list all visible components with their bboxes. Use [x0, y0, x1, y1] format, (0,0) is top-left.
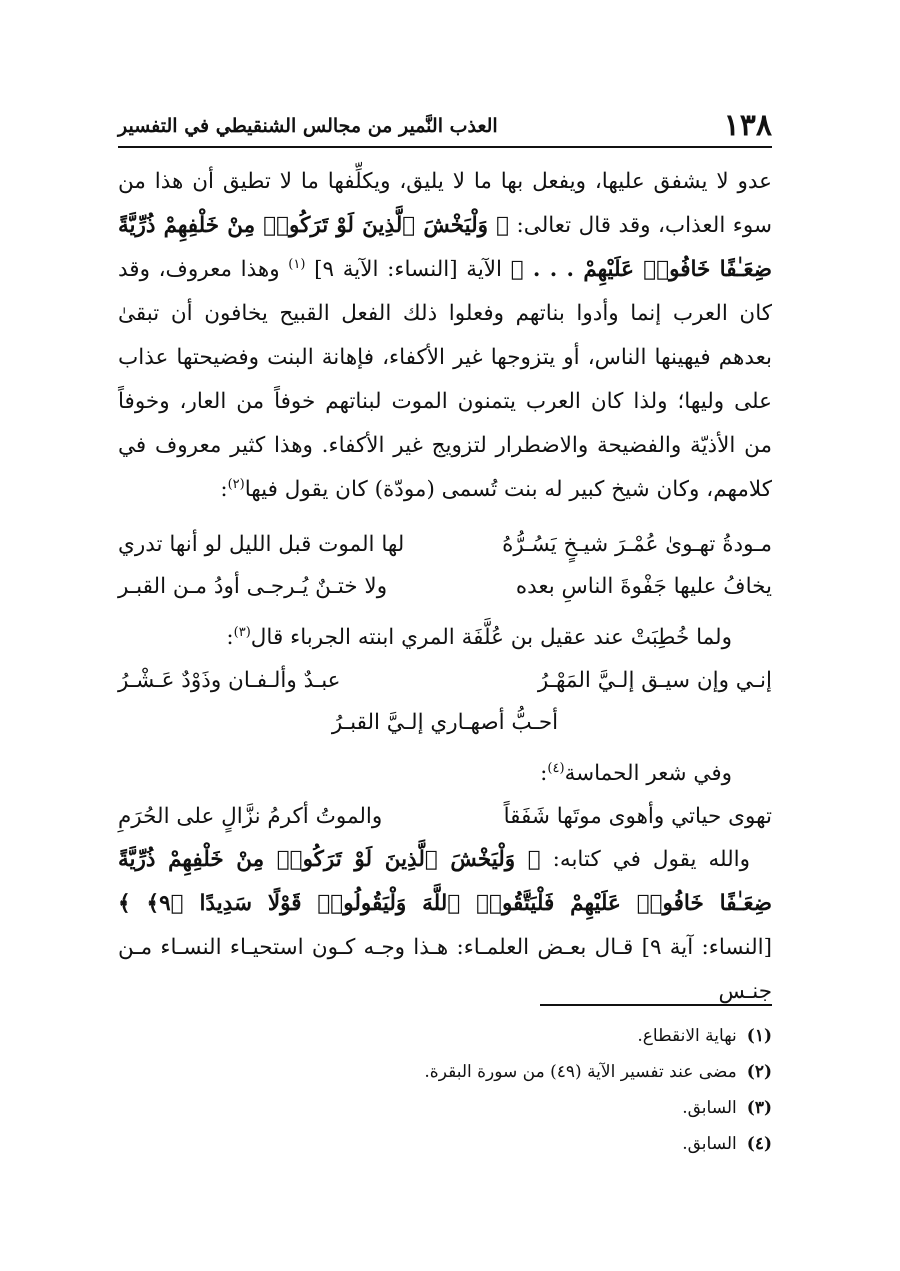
paragraph-1 [118, 160, 772, 512]
footnote-separator [540, 1004, 772, 1006]
poem-1-line-2-first-hemistich: يخافُ عليها جَفْوةَ الناسِ بعده [515, 574, 772, 599]
intro-line-2 [118, 616, 772, 660]
intro-line-3-text: وفي شعر الحماسة [564, 761, 732, 786]
poem-2-first-hemistich: إنـي وإن سيـق إلـيَّ المَهْـرُ [537, 668, 772, 693]
poem-2-line-2 [118, 702, 772, 744]
footnote-ref-2[interactable]: (٢) [227, 476, 245, 492]
paragraph-1-colon: : [220, 477, 228, 502]
poem-3-second-hemistich: والموتُ أكرمُ نزَّالٍ على الحُرَمِ [118, 804, 383, 829]
paragraph-1-text-a: عدو لا يشفق عليها، ويفعل بها ما لا يليق، ويكلِّفها ما لا تطيق أن هذا من سوء العذاب، وقد قال تعالى: [118, 169, 772, 238]
paragraph-1-text-c: وهذا معروف، وقد كان العرب إنما وأدوا بناتهم وفعلوا ذلك الفعل القبيح يخافون أن تبقىٰ بعدهم فيهينها الناس، أو يتزوجها غير الأكفاء، فإهانة البنت وفضيحتها عذاب على وليها؛ ولذا كان العرب يتمنون الموت لبناتهم خوفاً من العار، وخوفاً من الأذيّة والفضيحة والاضطرار لتزويج غير الأكفاء. وهذا كثير معروف في كلامهم، وكان شيخ كبير له بنت تُسمى (مودّة) كان يقول فيها [118, 257, 772, 502]
paragraph-2 [118, 838, 772, 1014]
footnote-4-number: (٤) [746, 1134, 772, 1154]
poem-1-line-1-second-hemistich: لها الموت قبل الليل لو أنها تدري [118, 532, 405, 557]
footnote-1 [118, 1018, 772, 1054]
footnote-ref-1[interactable]: (١) [288, 256, 306, 272]
intro-line-3-colon: : [540, 761, 548, 786]
footnote-3 [118, 1090, 772, 1126]
footnote-ref-4[interactable]: (٤) [547, 760, 565, 776]
poem-1-line-1 [118, 524, 772, 566]
footnote-1-text: نهاية الانقطاع. [637, 1026, 737, 1046]
footnote-ref-3[interactable]: (٣) [233, 624, 251, 640]
footnote-3-text: السابق. [682, 1098, 737, 1118]
intro-line-3 [118, 752, 772, 796]
poem-1-line-2-second-hemistich: ولا ختـنٌ يُـرجـى أودُ مـن القبـر [118, 574, 388, 599]
paragraph-2-text-a: والله يقول في كتابه: [540, 847, 751, 872]
footnote-4-text: السابق. [682, 1134, 737, 1154]
poem-2-line-1 [118, 660, 772, 702]
intro-line-2-text: ولما خُطِبَتْ عند عقيل بن عُلَّفَة المري ابنته الجرباء قال [250, 625, 732, 650]
page-header [118, 100, 772, 148]
main-text [118, 160, 772, 1014]
poem-3-first-hemistich: تهوى حياتي وأهوى موتَها شَفَقاً [503, 804, 772, 829]
footnotes [118, 1018, 772, 1162]
running-title: العذب النَّمير من مجالس الشنقيطي في التفسير [118, 115, 498, 137]
quran-quote-1: ﴿ وَلْيَخْشَ ٱلَّذِينَ لَوْ تَرَكُوا۟ مِنْ خَلْفِهِمْ ذُرِّيَّةً ضِعَـٰفًا خَافُوا۟ عَلَيْهِمْ . . . ﴾ [118, 213, 772, 282]
page-number: ١٣٨ [723, 108, 772, 143]
quran-quote-2: ﴿ وَلْيَخْشَ ٱلَّذِينَ لَوْ تَرَكُوا۟ مِنْ خَلْفِهِمْ ذُرِّيَّةً ضِعَـٰفًا خَافُوا۟ عَلَيْهِمْ فَلْيَتَّقُوا۟ ٱللَّهَ وَلْيَقُولُوا۟ قَوْلًا سَدِيدًا ﴿٩﴾ ﴾ [118, 847, 772, 916]
footnote-2-text: مضى عند تفسير الآية (٤٩) من سورة البقرة. [424, 1062, 737, 1082]
paragraph-1-text-b: الآية [النساء: الآية ٩] [305, 257, 511, 282]
footnote-1-number: (١) [746, 1026, 772, 1046]
footnote-2 [118, 1054, 772, 1090]
footnote-4 [118, 1126, 772, 1162]
paragraph-2-text-b: [النساء: آية ٩] قـال بعـض العلمـاء: هـذا وجـه كـون استحيـاء النسـاء مـن جنـس [118, 935, 772, 1004]
poem-1-line-1-first-hemistich: مـودةُ تهـوىٰ عُمْـرَ شيـخٍ يَسُـرُّهُ [502, 532, 772, 557]
footnote-2-number: (٢) [746, 1062, 772, 1082]
poem-1-line-2 [118, 566, 772, 608]
footnote-3-number: (٣) [746, 1098, 772, 1118]
poem-2-second-hemistich: عبـدٌ وألـفـان وذَوْدٌ عَـشْـرُ [118, 668, 341, 693]
poem-3-line-1 [118, 796, 772, 838]
poem-2-third-hemistich: أحـبُّ أصهـاري إلـيَّ القبـرُ [331, 710, 559, 735]
intro-line-2-colon: : [226, 625, 234, 650]
